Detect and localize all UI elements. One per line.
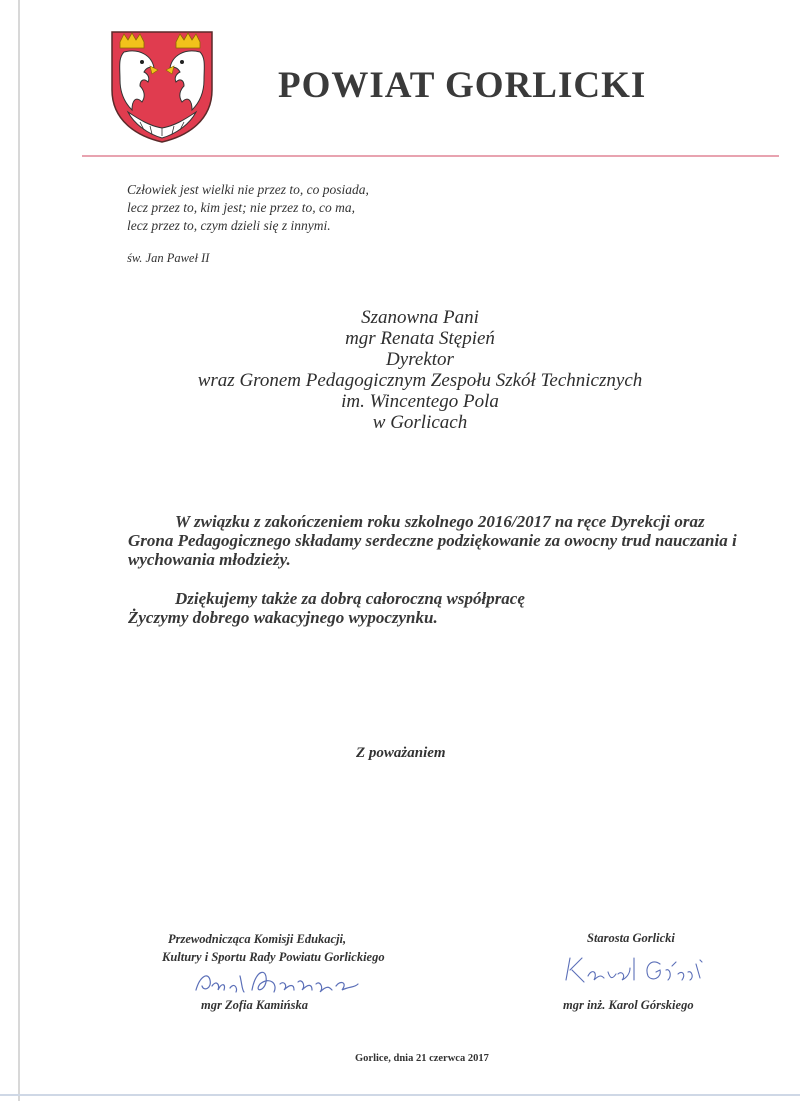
quote-line: lecz przez to, kim jest; nie przez to, co ma, xyxy=(127,200,355,215)
left-signatory-name: mgr Zofia Kamińska xyxy=(201,998,308,1012)
addressee-line: w Gorlicach xyxy=(372,412,468,433)
body-paragraph: Dziękujemy także za dobrą całoroczną współpracę xyxy=(175,589,525,608)
crown-right-icon xyxy=(176,33,200,48)
addressee-line: im. Wincentego Pola xyxy=(341,391,499,412)
addressee-line: Dyrektor xyxy=(386,349,454,370)
addressee-block xyxy=(100,307,740,433)
quote-author: św. Jan Paweł II xyxy=(127,251,210,265)
addressee-line: wraz Gronem Pedagogicznym Zespołu Szkół Technicznych xyxy=(197,370,643,391)
header-divider xyxy=(82,155,779,157)
addressee-line: Szanowna Pani xyxy=(361,307,479,328)
document-title: POWIAT GORLICKI xyxy=(278,65,647,106)
left-handwritten-signature xyxy=(190,962,365,1002)
left-signatory-role xyxy=(162,930,432,966)
scan-page-edge xyxy=(18,0,20,1101)
crown-left-icon xyxy=(120,33,144,48)
quote-line: lecz przez to, czym dzieli się z innymi. xyxy=(127,218,331,233)
addressee-line: mgr Renata Stępień xyxy=(345,328,495,349)
right-handwritten-signature xyxy=(560,950,710,990)
scan-bottom-edge xyxy=(0,1094,800,1096)
body-paragraph: W związku z zakończeniem roku szkolnego 2016/2017 na ręce Dyrekcji oraz Grona Pedagogicznego składamy serdeczne podziękowanie za owocny trud nauczania i wychowania młodzieży. xyxy=(128,512,737,569)
coat-of-arms-icon xyxy=(110,30,214,144)
left-role-line: Przewodnicząca Komisji Edukacji, xyxy=(168,932,347,946)
body-paragraph: Życzymy dobrego wakacyjnego wypoczynku. xyxy=(128,608,438,627)
right-signatory-name: mgr inż. Karol Górskiego xyxy=(563,998,694,1012)
left-role-line: Kultury i Sportu Rady Powiatu Gorlickiego xyxy=(162,950,385,964)
motto-quote xyxy=(127,181,369,235)
letter-body xyxy=(128,512,748,627)
place-and-date: Gorlice, dnia 21 czerwca 2017 xyxy=(355,1053,489,1064)
quote-line: Człowiek jest wielki nie przez to, co posiada, xyxy=(127,182,369,197)
right-signatory-role: Starosta Gorlicki xyxy=(587,931,675,945)
closing-regards: Z poważaniem xyxy=(356,745,446,761)
